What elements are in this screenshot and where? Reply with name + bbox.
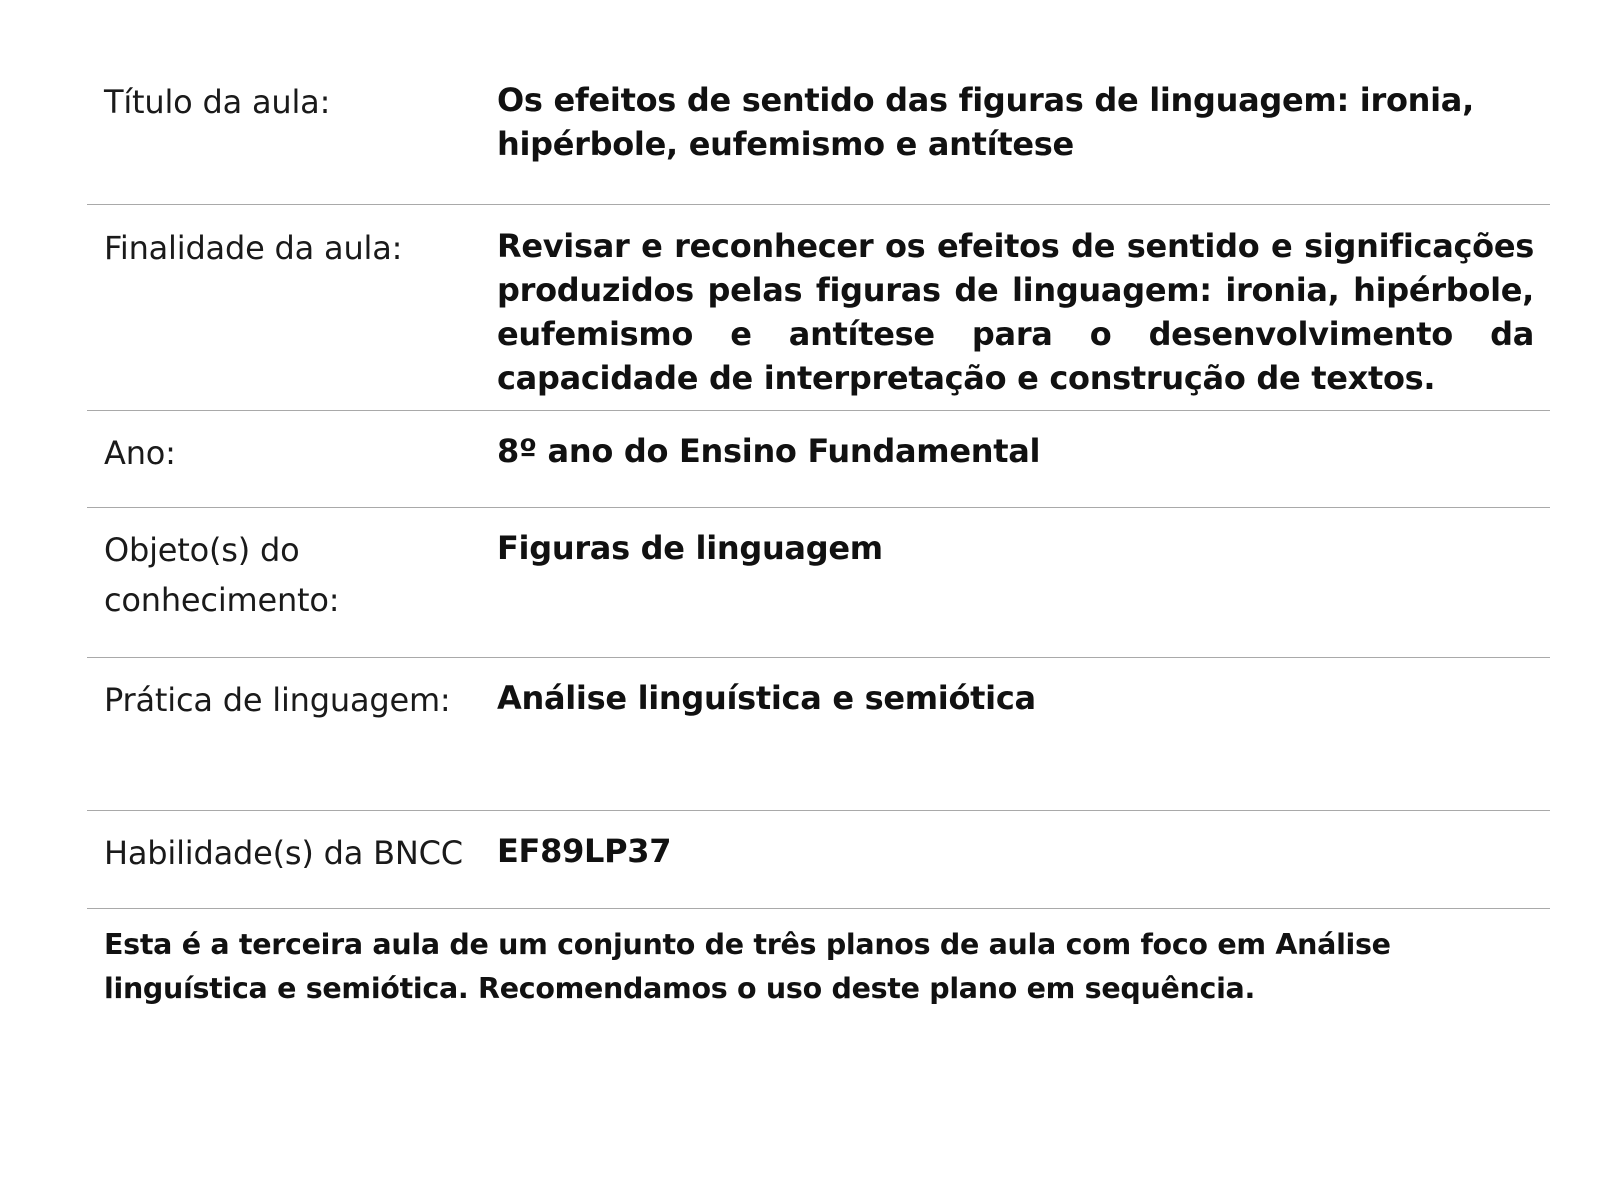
- bncc-skills-label: Habilidade(s) da BNCC: [104, 834, 463, 872]
- lesson-purpose-label: Finalidade da aula:: [104, 229, 403, 267]
- row-knowledge-objects: [87, 508, 1550, 658]
- row-language-practice: [87, 658, 1550, 811]
- knowledge-objects-label: Objeto(s) do conhecimento:: [104, 531, 340, 619]
- school-year-label: Ano:: [104, 434, 176, 472]
- lesson-title-label: Título da aula:: [104, 83, 331, 121]
- lesson-plan-table: [87, 55, 1550, 1012]
- bncc-skills-value: EF89LP37: [497, 832, 672, 870]
- sequence-note: Esta é a terceira aula de um conjunto de três planos de aula com foco em Análise linguística e semiótica. Recomendamos o uso deste plano em sequência.: [104, 928, 1391, 1006]
- language-practice-label: Prática de linguagem:: [104, 681, 451, 719]
- knowledge-objects-value: Figuras de linguagem: [497, 529, 883, 567]
- row-bncc-skills: [87, 811, 1550, 909]
- row-lesson-title: [87, 55, 1550, 205]
- school-year-value: 8º ano do Ensino Fundamental: [497, 432, 1041, 470]
- row-school-year: [87, 411, 1550, 508]
- language-practice-value: Análise linguística e semiótica: [497, 679, 1036, 717]
- lesson-purpose-value: Revisar e reconhecer os efeitos de sentido e significações produzidos pelas figuras de linguagem: ironia, hipérbole, eufemismo e antítese para o desenvolvimento da capacidade de interpretação e construção de textos.: [497, 227, 1534, 398]
- lesson-title-value: Os efeitos de sentido das figuras de linguagem: ironia, hipérbole, eufemismo e antítese: [497, 81, 1474, 164]
- row-lesson-purpose: [87, 205, 1550, 411]
